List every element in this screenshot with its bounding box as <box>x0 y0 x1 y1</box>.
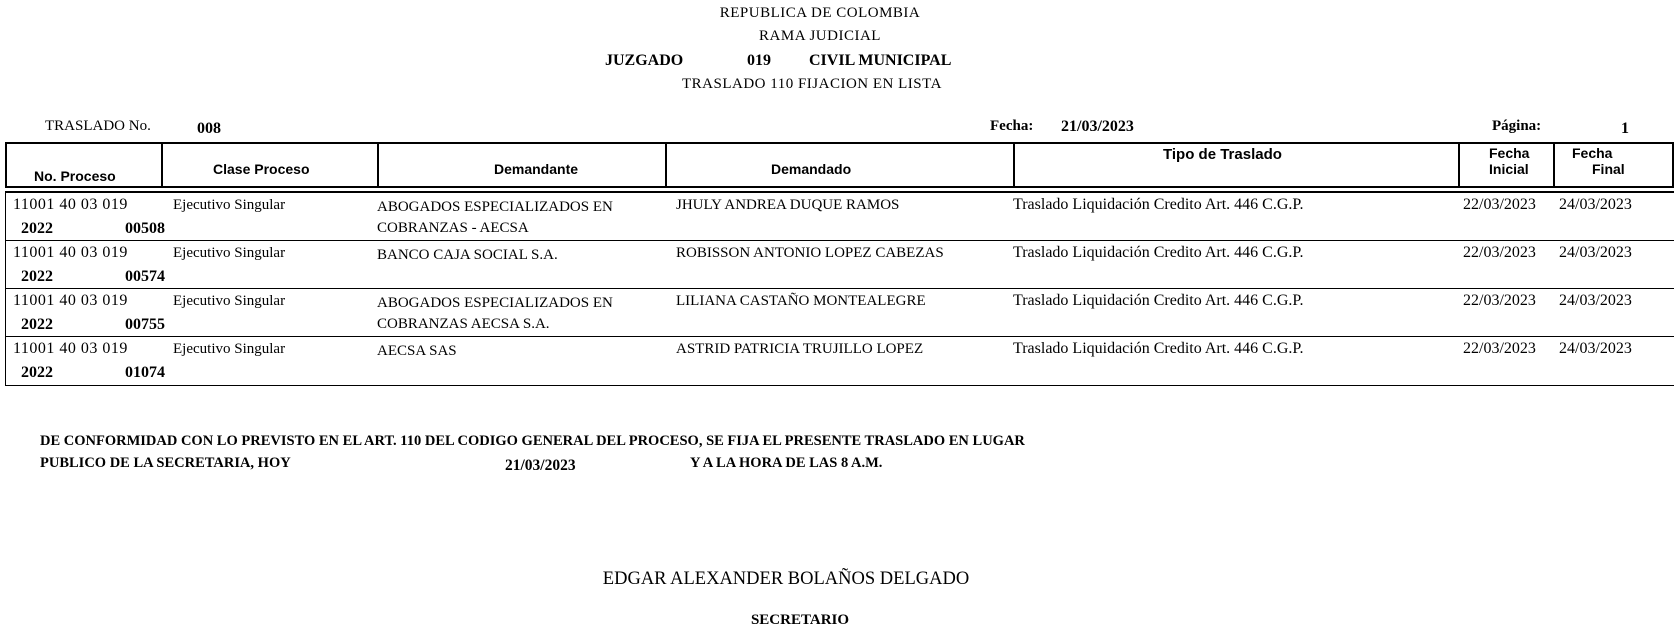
country-heading: REPUBLICA DE COLOMBIA <box>719 5 921 21</box>
proceso-id: 00755 <box>125 316 165 333</box>
col-fecha-final <box>1555 144 1674 186</box>
table-body <box>5 191 1674 386</box>
tipo-traslado: Traslado Liquidación Credito Art. 446 C.G.P. <box>1013 196 1304 213</box>
col-clase-proceso <box>163 144 379 186</box>
proceso-number: 11001 40 03 019 <box>13 244 128 261</box>
fecha-final: 24/03/2023 <box>1559 196 1632 213</box>
col-tipo-traslado-label: Tipo de Traslado <box>1163 146 1282 163</box>
notice-line-2-prefix: PUBLICO DE LA SECRETARIA, HOY <box>40 455 291 471</box>
court-label: JUZGADO <box>605 52 684 69</box>
fecha-inicial: 22/03/2023 <box>1463 292 1536 309</box>
clase-proceso: Ejecutivo Singular <box>173 341 286 357</box>
branch-heading: RAMA JUDICIAL <box>759 28 881 44</box>
fecha-final: 24/03/2023 <box>1559 292 1632 309</box>
fecha-final: 24/03/2023 <box>1559 244 1632 261</box>
proceso-number: 11001 40 03 019 <box>13 340 128 357</box>
proceso-number: 11001 40 03 019 <box>13 292 128 309</box>
notice-time: Y A LA HORA DE LAS 8 A.M. <box>690 455 883 471</box>
col-fecha-final-label-1: Fecha <box>1572 145 1613 161</box>
col-demandante <box>379 144 667 186</box>
tipo-traslado: Traslado Liquidación Credito Art. 446 C.G.P. <box>1013 244 1304 261</box>
demandado: ROBISSON ANTONIO LOPEZ CABEZAS <box>676 245 944 261</box>
proceso-year: 2022 <box>21 316 53 333</box>
pagina-value: 1 <box>1621 120 1629 137</box>
demandante <box>377 293 613 335</box>
clase-proceso: Ejecutivo Singular <box>173 293 286 309</box>
notice-date: 21/03/2023 <box>505 457 576 474</box>
demandado: LILIANA CASTAÑO MONTEALEGRE <box>676 293 926 309</box>
demandado: JHULY ANDREA DUQUE RAMOS <box>676 197 900 213</box>
col-demandado <box>667 144 1015 186</box>
proceso-year: 2022 <box>21 220 53 237</box>
fecha-inicial: 22/03/2023 <box>1463 196 1536 213</box>
table-row <box>6 193 1674 241</box>
document-subtitle: TRASLADO 110 FIJACION EN LISTA <box>682 76 942 92</box>
fecha-final: 24/03/2023 <box>1559 340 1632 357</box>
demandante-line-1: ABOGADOS ESPECIALIZADOS EN <box>377 199 613 215</box>
fecha-label: Fecha: <box>990 118 1034 134</box>
fecha-inicial: 22/03/2023 <box>1463 244 1536 261</box>
tipo-traslado: Traslado Liquidación Credito Art. 446 C.G.P. <box>1013 340 1304 357</box>
col-no-proceso <box>7 144 163 186</box>
table-row <box>6 337 1674 385</box>
signatory-name: EDGAR ALEXANDER BOLAÑOS DELGADO <box>602 569 970 589</box>
signatory-title: SECRETARIO <box>750 612 850 628</box>
col-fecha-inicial <box>1460 144 1555 186</box>
col-tipo-traslado <box>1015 144 1460 186</box>
clase-proceso: Ejecutivo Singular <box>173 197 286 213</box>
demandante <box>377 341 457 362</box>
court-type: CIVIL MUNICIPAL <box>809 52 952 69</box>
pagina-label: Página: <box>1492 118 1542 134</box>
demandante-line-1: BANCO CAJA SOCIAL S.A. <box>377 247 558 263</box>
demandante-line-2: COBRANZAS - AECSA <box>377 220 529 236</box>
proceso-id: 00574 <box>125 268 165 285</box>
traslado-number: 008 <box>197 120 221 137</box>
demandante <box>377 197 613 239</box>
table-row <box>6 241 1674 289</box>
demandante-line-1: ABOGADOS ESPECIALIZADOS EN <box>377 295 613 311</box>
demandado: ASTRID PATRICIA TRUJILLO LOPEZ <box>676 341 924 357</box>
proceso-id: 00508 <box>125 220 165 237</box>
demandante <box>377 245 558 266</box>
col-fecha-final-label-2: Final <box>1592 161 1625 177</box>
court-number: 019 <box>747 52 771 69</box>
fecha-value: 21/03/2023 <box>1061 118 1134 135</box>
tipo-traslado: Traslado Liquidación Credito Art. 446 C.G.P. <box>1013 292 1304 309</box>
col-no-proceso-label: No. Proceso <box>34 168 116 184</box>
traslado-table <box>5 142 1674 381</box>
col-fecha-inicial-label-2: Inicial <box>1489 161 1529 177</box>
demandante-line-2: COBRANZAS AECSA S.A. <box>377 316 550 332</box>
proceso-year: 2022 <box>21 268 53 285</box>
proceso-year: 2022 <box>21 364 53 381</box>
clase-proceso: Ejecutivo Singular <box>173 245 286 261</box>
proceso-number: 11001 40 03 019 <box>13 196 128 213</box>
col-demandado-label: Demandado <box>771 161 852 177</box>
table-row <box>6 289 1674 337</box>
fecha-inicial: 22/03/2023 <box>1463 340 1536 357</box>
table-header <box>5 142 1674 188</box>
notice-line-1: DE CONFORMIDAD CON LO PREVISTO EN EL ART. 110 DEL CODIGO GENERAL DEL PROCESO, SE FIJA EL PRESENTE TRASLADO EN LUGAR <box>40 433 1025 449</box>
demandante-line-1: AECSA SAS <box>377 343 457 359</box>
col-fecha-inicial-label-1: Fecha <box>1489 145 1530 161</box>
col-demandante-label: Demandante <box>494 161 579 177</box>
traslado-label: TRASLADO No. <box>45 118 151 134</box>
col-clase-proceso-label: Clase Proceso <box>213 161 310 177</box>
proceso-id: 01074 <box>125 364 165 381</box>
